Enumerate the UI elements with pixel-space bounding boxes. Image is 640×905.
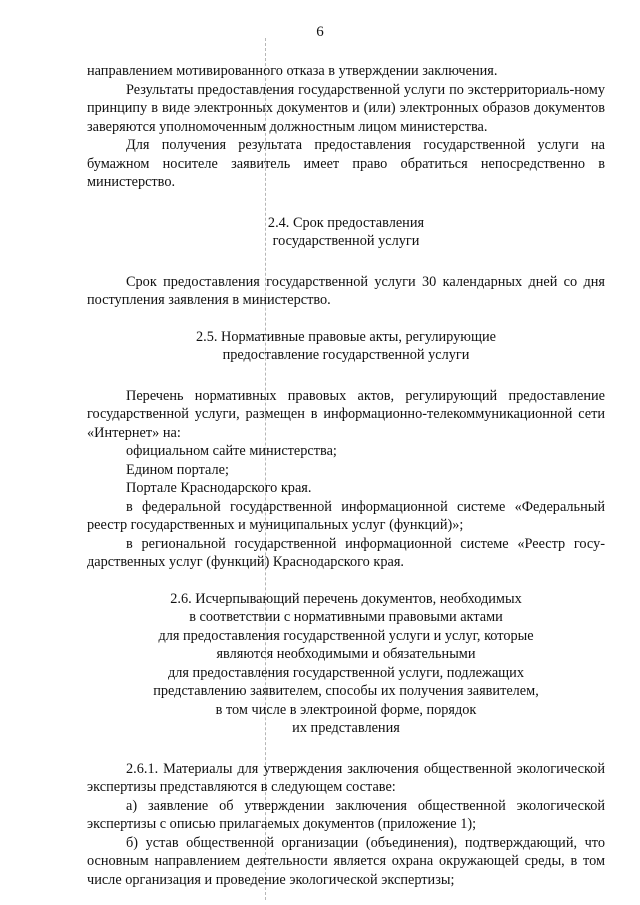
section-heading-2-5 — [87, 328, 605, 365]
heading-line: в том числе в электроиной форме, порядок — [215, 701, 477, 718]
heading-line: 2.6. Исчерпывающий перечень документов, необходимых — [170, 590, 522, 607]
paragraph: 2.6.1. Материалы для утверждения заключения общественной экологической экспертизы представляются в следующем составе: — [87, 760, 605, 795]
section-heading-2-6 — [87, 590, 605, 738]
paragraph: Результаты предоставления государственной услуги по экстерриториаль-ному принципу в виде электронных документов и (или) электронных образов документов заверяются уполномоченным должностным лицом министерства. — [87, 81, 605, 135]
heading-line: для предоставления государственной услуги и услуг, которые — [158, 627, 534, 644]
heading-line: государственной услуги — [272, 233, 420, 249]
paragraph: Срок предоставления государственной услуги 30 календарных дней со дня поступления заявления в министерство. — [87, 273, 605, 308]
list-item: Едином портале; — [126, 461, 229, 478]
heading-line: предоставление государственной услуги — [222, 347, 470, 363]
heading-line: их представления — [292, 720, 400, 736]
heading-line: представлению заявителем, способы их получения заявителем, — [153, 683, 539, 699]
section-heading-2-4 — [87, 214, 605, 251]
paragraph: Для получения результата предоставления государственной услуги на бумажном носителе заявитель имеет право обратиться непосредственно в министерство. — [87, 137, 605, 190]
list-item: б) устав общественной организации (объединения), подтверждающий, что основным направлением деятельности является охрана окружающей среды, в том числе организация и проведение экологической экспертизы; — [87, 834, 605, 888]
list-item: а) заявление об утверждении заключения общественной экологической экспертизы с описью прилагаемых документов (приложение 1); — [87, 797, 605, 832]
heading-line: для предоставления государственной услуги, подлежащих — [168, 664, 524, 681]
heading-line: 2.4. Срок предоставления — [267, 214, 425, 231]
paragraph: направлением мотивированного отказа в утверждении заключения. — [87, 63, 498, 79]
list-item: в региональной государственной информационной системе «Реестр госу-дарственных услуг (функций) Краснодарского края. — [87, 535, 605, 570]
document-body — [87, 62, 605, 889]
heading-line: 2.5. Нормативные правовые акты, регулирующие — [196, 328, 496, 345]
list-item: в федеральной государственной информационной системе «Федеральный реестр государственных и муниципальных услуг (функций)»; — [87, 498, 605, 533]
heading-line: являются необходимыми и обязательными — [216, 646, 476, 662]
heading-line: в соответствии с нормативными правовыми актами — [189, 609, 503, 625]
paragraph: Перечень нормативных правовых актов, регулирующий предоставление государственной услуги, размещен в информационно-телекоммуникационной сети «Интернет» на: — [87, 387, 605, 441]
list-item: Портале Краснодарского края. — [126, 480, 312, 496]
page-number: 6 — [316, 24, 324, 40]
list-item: официальном сайте министерства; — [126, 443, 337, 459]
